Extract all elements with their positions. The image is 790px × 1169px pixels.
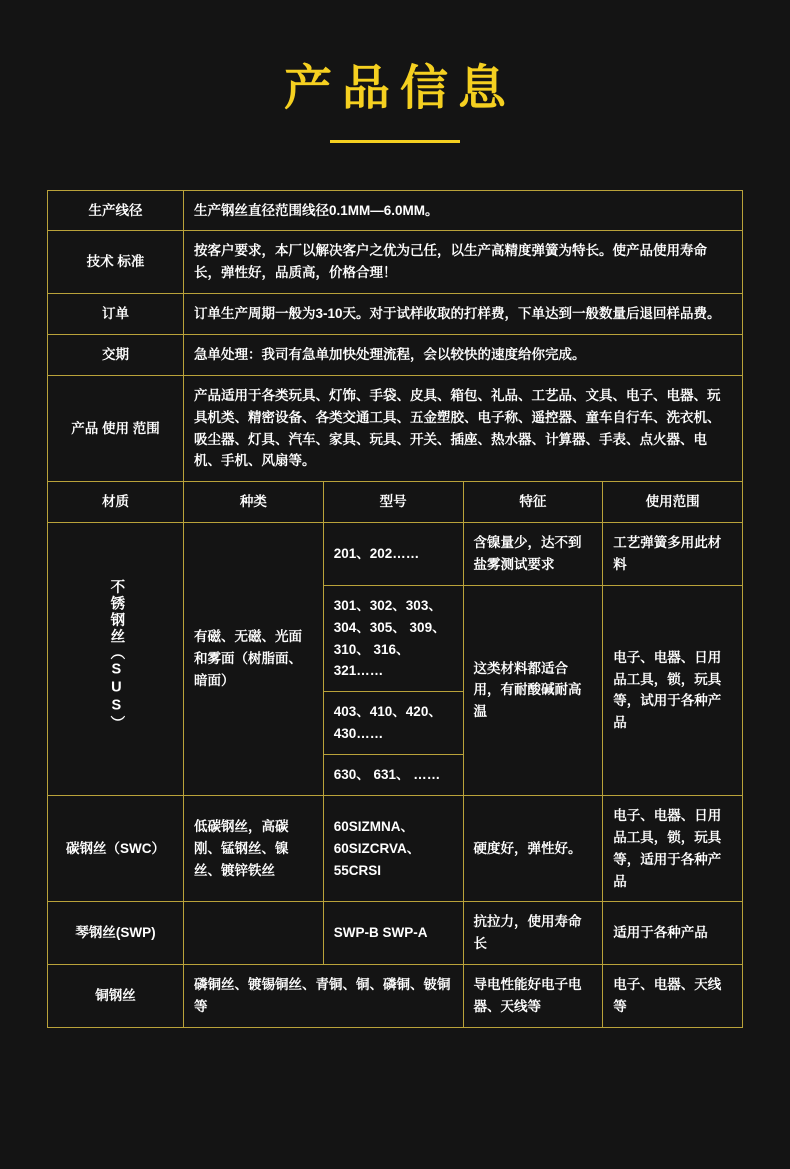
- cell-model-carbon: 60SIZMNA、60SIZCRVA、55CRSI: [323, 795, 463, 901]
- cell-model-300-series: 301、302、303、304、305、 309、310、 316、321……: [323, 585, 463, 691]
- cell-feature-piano: 抗拉力，使用寿命长: [463, 902, 603, 965]
- table-row-copper: [48, 965, 743, 1028]
- cell-model-201: 201、202……: [323, 523, 463, 586]
- column-header-material: 材质: [48, 482, 184, 523]
- cell-usage-carbon: 电子、电器、日用品工具，锁，玩具等，适用于各种产品: [603, 795, 743, 901]
- row-content-delivery: 急单处理：我司有急单加快处理流程，会以较快的速度给你完成。: [184, 335, 743, 376]
- table-row: [48, 294, 743, 335]
- cell-model-400-series: 403、410、420、430……: [323, 692, 463, 755]
- cell-usage-copper: 电子、电器、天线等: [603, 965, 743, 1028]
- row-label-production-diameter: 生产线径: [48, 190, 184, 231]
- column-header-model: 型号: [323, 482, 463, 523]
- title-underline: [330, 140, 460, 143]
- table-row: [48, 231, 743, 294]
- product-info-table: [47, 190, 743, 1028]
- cell-usage-piano: 适用于各种产品: [603, 902, 743, 965]
- column-header-kind: 种类: [184, 482, 324, 523]
- row-content-usage-scope: 产品适用于各类玩具、灯饰、手袋、皮具、箱包、礼品、工艺品、文具、电子、电器、玩具机类、精密设备、各类交通工具、五金塑胶、电子称、遥控器、童车自行车、洗衣机、吸尘器、灯具、汽车、家具、玩具、开关、插座、热水器、计算器、手表、点火器、电机、手机、风扇等。: [184, 375, 743, 481]
- row-label-usage-scope: 产品 使用 范围: [48, 375, 184, 481]
- cell-feature-carbon: 硬度好，弹性好。: [463, 795, 603, 901]
- row-content-production-diameter: 生产钢丝直径范围线径0.1MM—6.0MM。: [184, 190, 743, 231]
- cell-material-copper: 铜钢丝: [48, 965, 184, 1028]
- column-header-feature: 特征: [463, 482, 603, 523]
- table-row: [48, 190, 743, 231]
- cell-model-600-series: 630、 631、 ……: [323, 755, 463, 796]
- table-row-piano: [48, 902, 743, 965]
- cell-material-stainless: [48, 523, 184, 796]
- info-table-container: [47, 190, 743, 1028]
- cell-kind-copper: 磷铜丝、镀锡铜丝、青铜、铜、磷铜、铍铜等: [184, 965, 464, 1028]
- page-header: [0, 0, 790, 143]
- cell-usage-201: 工艺弹簧多用此材料: [603, 523, 743, 586]
- material-stainless-label: 不锈钢丝（SUS）: [108, 579, 125, 733]
- row-label-delivery: 交期: [48, 335, 184, 376]
- table-row-carbon: [48, 795, 743, 901]
- cell-material-carbon: 碳钢丝（SWC）: [48, 795, 184, 901]
- table-header-row: [48, 482, 743, 523]
- column-header-usage: 使用范围: [603, 482, 743, 523]
- cell-feature-stainless-rest: 这类材料都适合用，有耐酸碱耐高温: [463, 585, 603, 795]
- cell-feature-201: 含镍量少，达不到盐雾测试要求: [463, 523, 603, 586]
- row-content-tech-standard: 按客户要求，本厂以解决客户之优为己任，以生产高精度弹簧为特长。使产品使用寿命长，弹性好，品质高，价格合理！: [184, 231, 743, 294]
- row-label-tech-standard: 技术 标准: [48, 231, 184, 294]
- table-row: [48, 375, 743, 481]
- cell-feature-copper: 导电性能好电子电器、天线等: [463, 965, 603, 1028]
- row-content-order: 订单生产周期一般为3-10天。对于试样收取的打样费，下单达到一般数量后退回样品费。: [184, 294, 743, 335]
- cell-kind-piano: [184, 902, 324, 965]
- page-title: 产品信息: [283, 62, 516, 115]
- table-row: [48, 335, 743, 376]
- row-label-order: 订单: [48, 294, 184, 335]
- cell-usage-stainless-rest: 电子、电器、日用品工具，锁，玩具等，试用于各种产品: [603, 585, 743, 795]
- cell-kind-carbon: 低碳钢丝，高碳刚、锰钢丝、镍丝、镀锌铁丝: [184, 795, 324, 901]
- table-row-stainless-1: [48, 523, 743, 586]
- cell-kind-stainless: 有磁、无磁、光面和雾面（树脂面、暗面）: [184, 523, 324, 796]
- cell-model-piano: SWP-B SWP-A: [323, 902, 463, 965]
- cell-material-piano: 琴钢丝(SWP): [48, 902, 184, 965]
